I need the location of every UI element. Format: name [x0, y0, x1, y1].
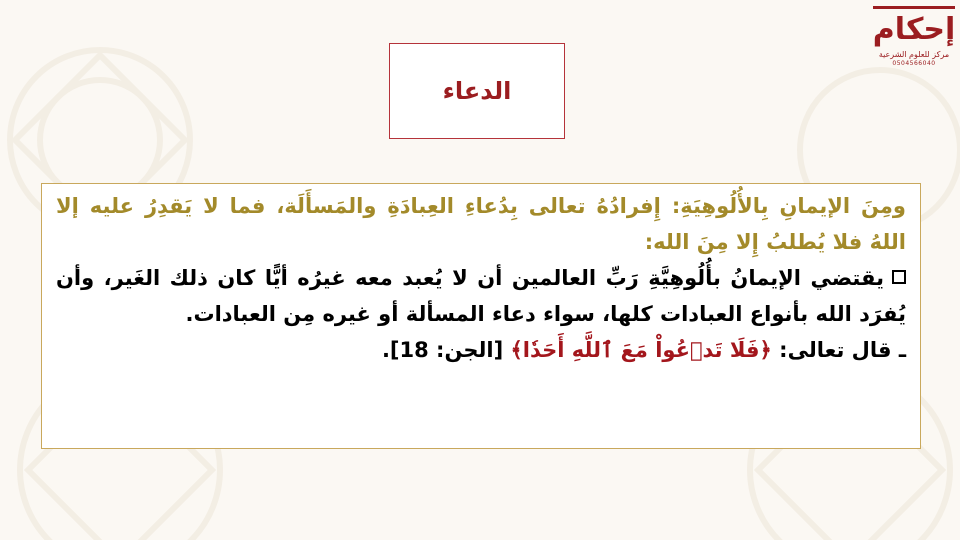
quote-prefix: ـ قال تعالى: — [771, 338, 906, 362]
logo-phone: 0504566040 — [892, 60, 936, 67]
slide-title: الدعاء — [442, 77, 512, 105]
checkbox-bullet-icon — [892, 270, 906, 284]
quote-reference: [الجن: 18]. — [381, 338, 511, 362]
logo-subtitle: مركز للعلوم الشرعية — [878, 50, 950, 59]
quote-paragraph — [56, 332, 906, 368]
content-box — [41, 183, 921, 449]
intro-paragraph: ومِنَ الإيمانِ بِالأُلُوهِيَةِ: إِفرادُهُ تعالى بِدُعاءِ العِبادَةِ والمَسأَلَة، فما لا يَقدِرُ عليه إلا اللهُ فلا يُطلبُ إِلا مِنَ الله: — [56, 194, 906, 254]
logo-mark: إحكام — [873, 6, 956, 49]
point-text: يقتضي الإيمانُ بأُلُوهِيَّةِ رَبِّ العالمين أن لا يُعبد معه غيرُه أيًّا كان ذلك الغَير، وأن يُفرَد الله بأنواع العبادات كلها، سواء دعاء المسألة أو غيره مِن العبادات. — [56, 266, 906, 326]
title-box — [389, 43, 565, 139]
point-paragraph — [56, 260, 906, 332]
brand-logo — [872, 6, 956, 72]
quote-verse: ﴿فَلَا تَدۡعُواْ مَعَ ٱللَّهِ أَحَدٗا﴾ — [510, 338, 772, 362]
